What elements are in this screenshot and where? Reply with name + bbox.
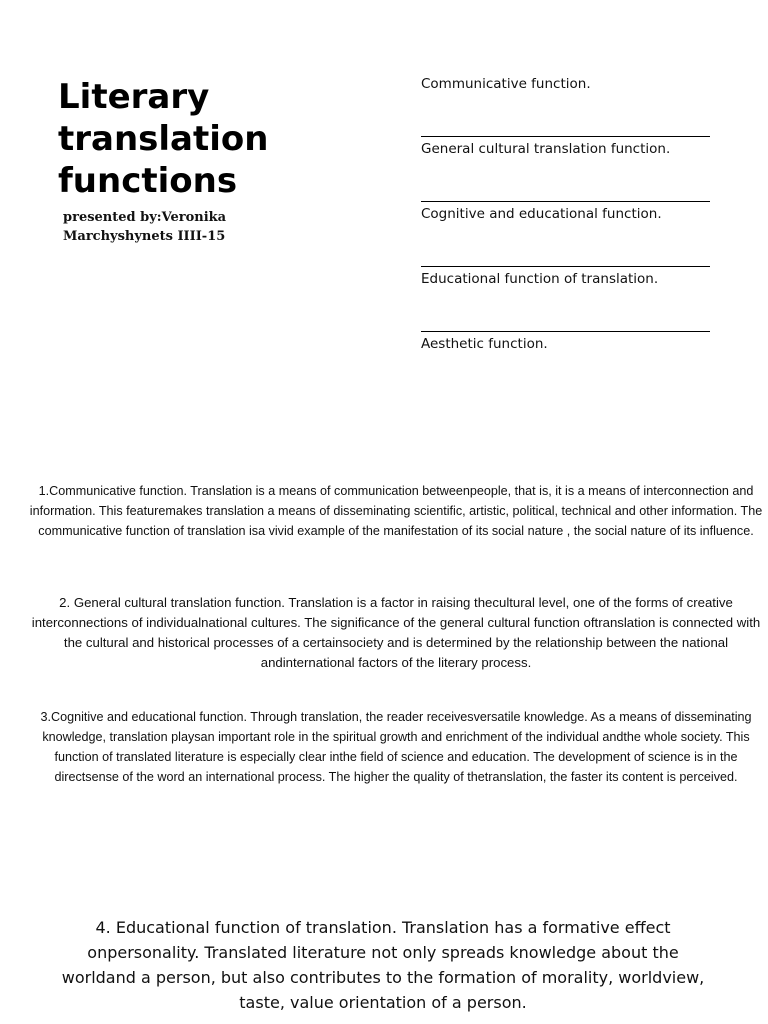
paragraph-general-cultural: 2. General cultural translation function. Translation is a factor in raising thecultural level, one of the forms of creative interconnections of individualnational cultures. The significance of the general cultural function oftranslation is connected with the cultural and historical processes of a certainsociety and is determined by the relationship between the national andinternational factors of the literary process. [31, 595, 761, 670]
function-item: Educational function of translation. [421, 267, 710, 332]
function-item: Cognitive and educational function. [421, 202, 710, 267]
function-item: Aesthetic function. [421, 336, 548, 352]
page-title: Literary translation functions [58, 77, 269, 201]
paragraph-educational: 4. Educational function of translation. Translation has a formative effect onpersonality. Translated literature not only spreads knowledge about the worldand a person, but also contributes to the formation of morality, worldview, taste, value orientation of a person. [61, 918, 705, 1012]
author-credit: presented by:Veronika Marchyshynets ІІІІ-15 [63, 210, 227, 244]
function-item: General cultural translation function. [421, 137, 710, 202]
paragraph-communicative: 1.Communicative function. Translation is a means of communication betweenpeople, that is, it is a means of interconnection and information. This featuremakes translation a means of disseminating scientific, artistic, political, technical and other information. The communicative function of translation isa vivid example of the manifestation of its social nature , the social nature of its influence. [29, 484, 763, 538]
paragraph-cognitive-educational: 3.Cognitive and educational function. Through translation, the reader receivesversatile knowledge. As a means of disseminating knowledge, translation playsan important role in the spiritual growth and enrichment of the individual andthe whole society. This function of translated literature is especially clear inthe field of science and education. The development of science is in the directsense of the word an international process. The higher the quality of thetranslation, the faster its content is perceived. [40, 710, 752, 784]
functions-list [421, 72, 710, 397]
function-item: Communicative function. [421, 72, 710, 137]
